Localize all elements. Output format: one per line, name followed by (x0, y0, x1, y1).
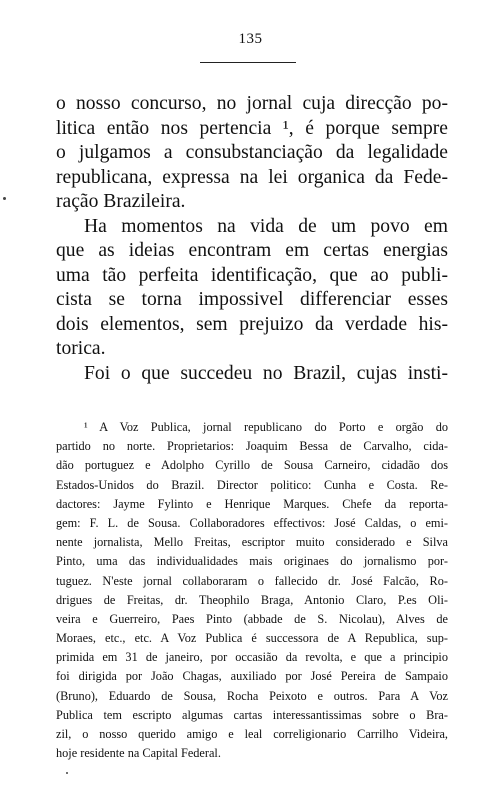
body-line: o nosso concurso, no jornal cuja direcção po- (56, 93, 448, 114)
footnote-line: dactores: Jayme Fylinto e Henrique Marques. Chefe da reporta- (56, 496, 448, 511)
print-speck (3, 197, 6, 200)
body-line: torica. (56, 338, 106, 359)
footnote-line: nente jornalista, Mello Freitas, escriptor muito considerado e Silva (56, 535, 448, 550)
body-line: uma tão perfeita identificação, que ao publi- (56, 264, 448, 286)
body-text (56, 92, 448, 386)
page-number: 135 (238, 31, 263, 47)
header-rule (200, 62, 296, 63)
body-line: republicana, expressa na lei organica da Fede- (56, 166, 448, 188)
footnote-line: veira e Guerreiro, Paes Pinto (abbade de S. Nicolau), Alves de (56, 611, 448, 626)
body-line: Ha momentos na vida de um povo em (84, 215, 448, 237)
footnote-line: Estados-Unidos do Brazil. Director politico: Cunha e Costa. Re- (56, 477, 448, 492)
footnote-line: (Bruno), Eduardo de Sousa, Rocha Peixoto e outros. Para A Voz (56, 688, 448, 703)
footnote-line: ¹ A Voz Publica, jornal republicano do Porto e orgão do (84, 420, 448, 434)
footnote-line: primida em 31 de janeiro, por occasião da revolta, e que a principio (56, 650, 448, 665)
body-line: Foi o que succedeu no Brazil, cujas insti- (84, 362, 448, 384)
body-line: dois elementos, sem prejuizo da verdade his- (56, 313, 448, 335)
body-line: o julgamos a consubstanciação da legalidade (56, 142, 448, 163)
footnote (56, 418, 448, 763)
body-line: que as ideias encontram em certas energias (56, 240, 448, 261)
footnote-line: foi dirigida por João Chagas, auxiliado por José Pereira de Sampaio (56, 669, 448, 684)
footnote-line: drigues de Freitas, dr. Theophilo Braga, Antonio Claro, P.es Oli- (56, 592, 448, 607)
footnote-line: tuguez. N'este jornal collaboraram o fallecido dr. José Falcão, Ro- (56, 573, 448, 588)
print-speck (66, 772, 68, 774)
footnote-line: gem: F. L. de Sousa. Collaboradores effectivos: José Caldas, o emi- (56, 515, 448, 530)
body-line: cista se torna impossivel differenciar esses (56, 289, 448, 310)
footnote-line: zil, o nosso querido amigo e leal correligionario Carrilho Videira, (56, 727, 448, 741)
body-line: ração Brazileira. (56, 191, 186, 212)
footnote-line: hoje residente na Capital Federal. (56, 746, 221, 761)
footnote-line: Moraes, etc., etc. A Voz Publica é successora de A Republica, sup- (56, 631, 448, 646)
footnote-line: partido no norte. Proprietarios: Joaquim Bessa de Carvalho, cida- (56, 439, 448, 454)
body-line: litica então nos pertencia ¹, é porque sempre (56, 117, 448, 139)
footnote-line: dão portuguez e Adolpho Cyrillo de Sousa Carneiro, cidadão dos (56, 458, 448, 473)
footnote-line: Pinto, uma das individualidades mais originaes do jornalismo por- (56, 554, 448, 569)
footnote-line: Publica tem escripto algumas cartas interessantissimas sobre o Bra- (56, 707, 448, 722)
